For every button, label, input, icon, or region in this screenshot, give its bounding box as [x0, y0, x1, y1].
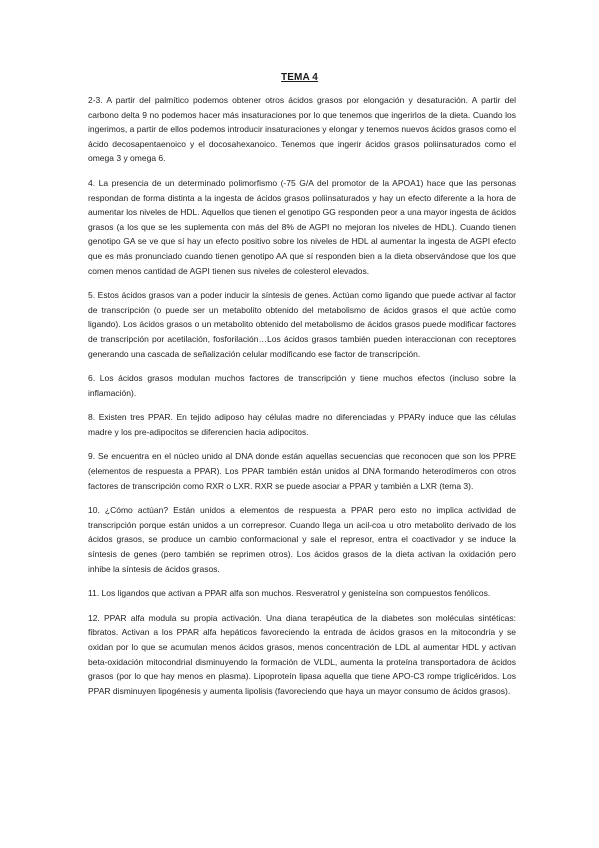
paragraph-4: 4. La presencia de un determinado polimorfismo (-75 G/A del promotor de la APOA1) hace que las personas respondan de forma distinta a la ingesta de ácidos grasos poliinsaturados y hay un efecto diferente a la hora de aumentar los niveles de HDL. Aquellos que tienen el genotipo GG responden peor a una mayor ingesta de ácidos grasos (a los que se les suplementa con más del 8% de AGPI no mejoran los niveles de HDL). Cuando tienen genotipo GA se ve que sí hay un efecto positivo sobre los niveles de HDL al aumentar la ingesta de AGPI efecto que es más pronunciado cuando tienen genotipo AA que sí responden bien a la dieta observándose que los que comen menos cantidad de AGPI tienen sus niveles de colesterol elevados. — [88, 177, 516, 276]
document-body — [88, 93, 516, 698]
paragraph-8: 8. Existen tres PPAR. En tejido adiposo hay células madre no diferenciadas y PPARγ induce que las células madre y los pre-adipocitos se diferencien hacia adipocitos. — [88, 412, 516, 437]
paragraph-5: 5. Estos ácidos grasos van a poder inducir la síntesis de genes. Actúan como ligando que puede activar al factor de transcripción (o puede ser un metabolito obtenido del metabolismo de ácidos grasos el que actúe como ligando). Los ácidos grasos o un metabolito obtenido del metabolismo de ácidos grasos puede modificar factores de transcripción por acetilación, fosforilación…Los ácidos grasos también pueden interaccionan con receptores generando una cascada de señalización celular modificando ese factor de transcripción. — [88, 290, 516, 359]
paragraph-2-3: 2-3. A partir del palmítico podemos obtener otros ácidos grasos por elongación y desaturación. A partir del carbono delta 9 no podemos hacer más insaturaciones por lo que tenemos que ingerirlos de la dieta. Cuando los ingerimos, a partir de ellos podemos introducir insaturaciones y elongar y tenemos nuevos ácidos grasos como el ácido decosapentaenoico y el docosahexanoico. Tenemos que ingerir ácidos grasos poliinsaturados como el omega 3 y omega 6. — [88, 95, 516, 164]
paragraph-10: 10. ¿Cómo actúan? Están unidos a elementos de respuesta a PPAR pero esto no implica actividad de transcripción porque están unidos a un correpresor. Cuando llega un acil-coa u otro metabolito derivado de los ácidos grasos, se produce un cambio conformacional y sale el represor, entra el coactivador y se induce la síntesis de genes (pero también se reprimen otros). Los ácidos grasos de la dieta activan la oxidación pero inhibe la síntesis de ácidos grasos. — [88, 505, 516, 574]
page-title: TEMA 4 — [281, 72, 318, 83]
paragraph-12: 12. PPAR alfa modula su propia activación. Una diana terapéutica de la diabetes son moléculas sintéticas: fibratos. Activan a los PPAR alfa hepáticos favoreciendo la entrada de ácidos grasos en la mitocondria y se oxidan por lo que se acumulan menos ácidos grasos, menos concentración de LDL al aumentar HDL y activan beta-oxidación mitocondrial disminuyendo la formación de VLDL, aumenta la proteína transportadora de ácidos grasos (por lo que hay menos en plasma). Lipoproteín lipasa aquella que tiene APO-C3 rompe triglicéridos. Los PPAR disminuyen lipogénesis y aumenta lipolisis (favoreciendo que haya un mayor consumo de ácidos grasos). — [88, 612, 516, 696]
paragraph-9: 9. Se encuentra en el núcleo unido al DNA donde están aquellas secuencias que reconocen que son los PPRE (elementos de respuesta a PPAR). Los PPAR también están unidos al DNA formando heterodímeros con otros factores de transcripción como RXR o LXR. RXR se puede asociar a PPAR y también a LXR (tema 3). — [88, 451, 516, 491]
paragraph-6: 6. Los ácidos grasos modulan muchos factores de transcripción y tiene muchos efectos (incluso sobre la inflamación). — [88, 373, 516, 398]
paragraph-11: 11. Los ligandos que activan a PPAR alfa son muchos. Resveratrol y genisteína son compuestos fenólicos. — [88, 588, 491, 599]
